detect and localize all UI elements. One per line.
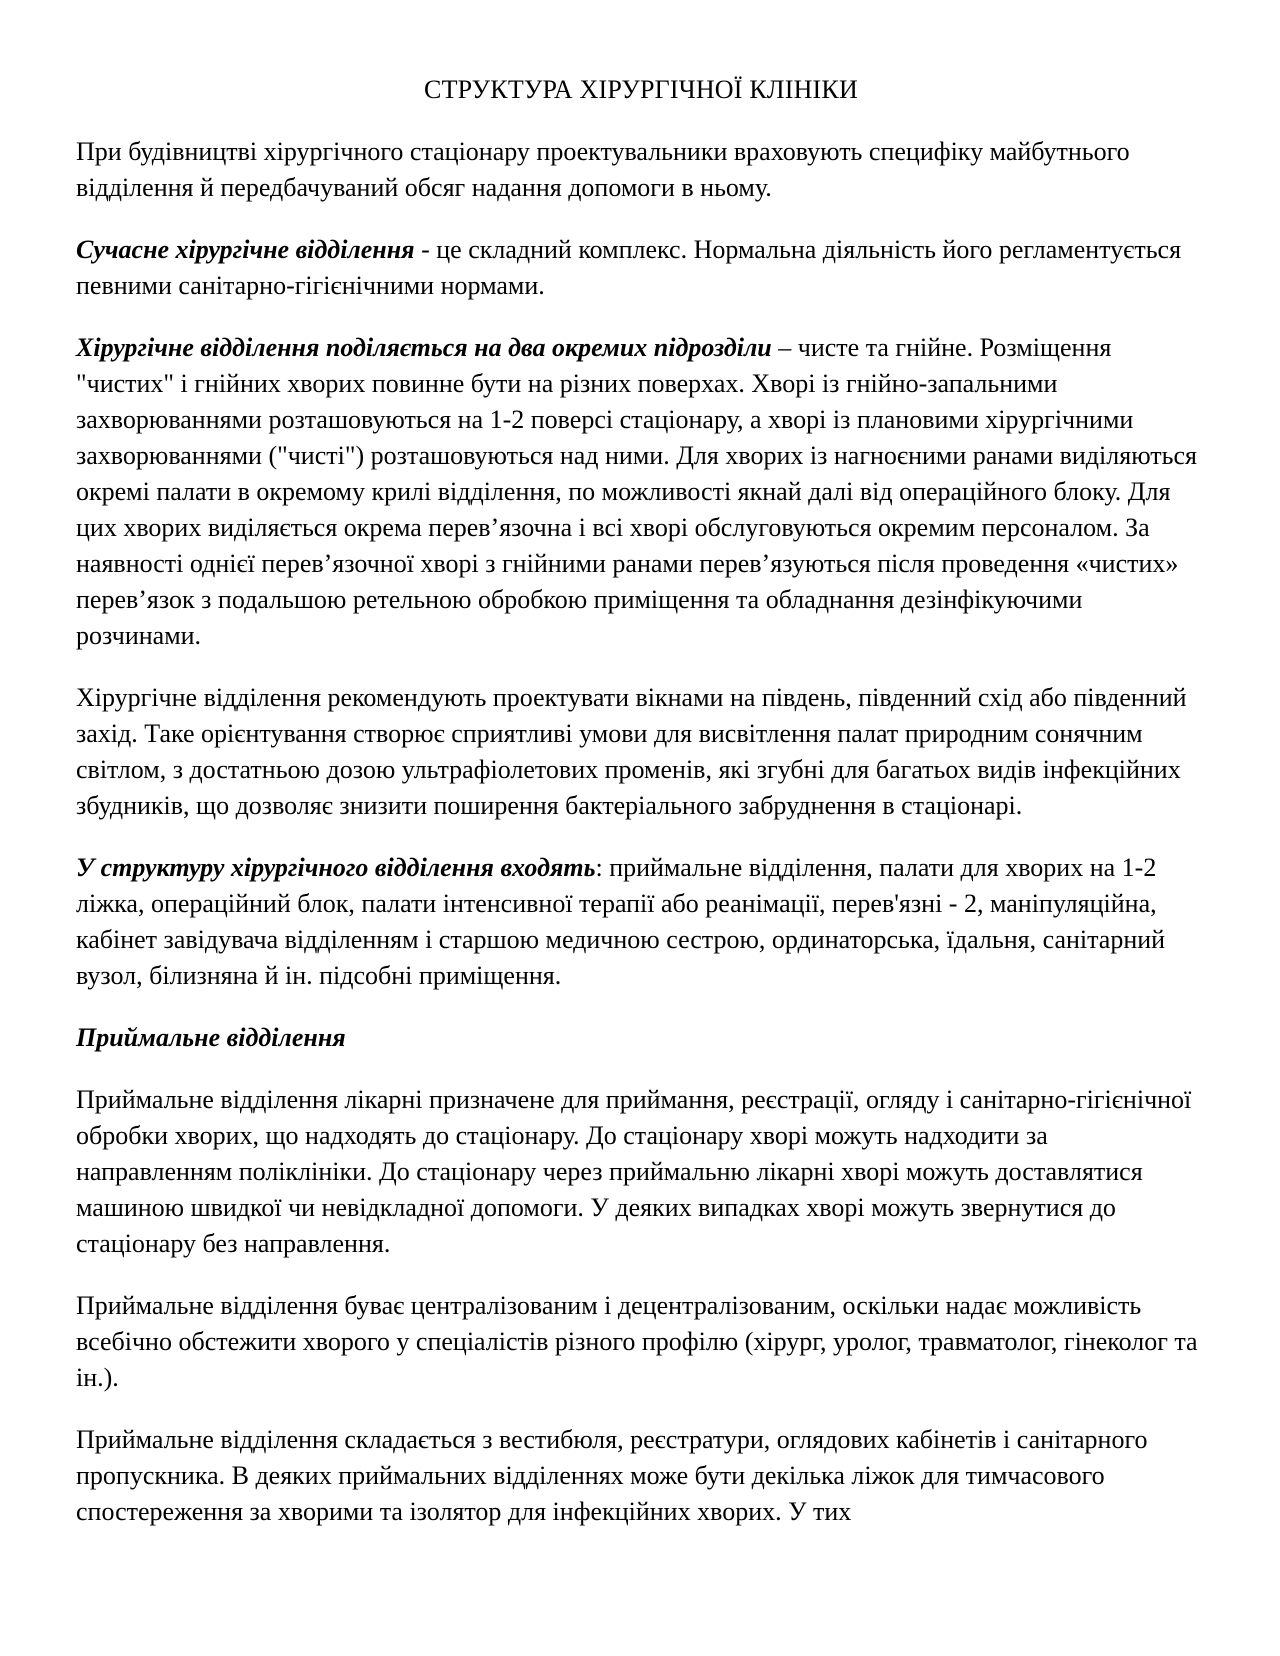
emphasis-subdivisions: Хірургічне відділення поділяється на два окремих підрозділи [76, 333, 772, 362]
paragraph-admission-composition: Приймальне відділення складається з вестибюля, реєстратури, оглядових кабінетів і санітарного пропускника. В деяких приймальних відділеннях може бути декілька ліжок для тимчасового спостереження за хворими та ізолятор для інфекційних хворих. У тих [76, 1425, 1148, 1526]
emphasis-structure: У структуру хірургічного відділення входять [76, 853, 596, 882]
section-heading-admission: Приймальне відділення [76, 1023, 346, 1052]
paragraph-subdivisions-text: – чисте та гнійне. Розміщення "чистих" і гнійних хворих повинне бути на різних поверхах. Хворі із гнійно-запальними захворюваннями розташовуються на 1-2 поверсі стаціонару, а хворі із плановими хірургічними захворюваннями ("чисті") розташовуються над ними. Для хворих із нагноєними ранами виділяються окремі палати в окремому крилі відділення, по можливості якнай далі від операційного блоку. Для цих хворих виділяється окрема перев’язочна і всі хворі обслуговуються окремим персоналом. За наявності однієї перев’язочної хворі з гнійними ранами перев’язуються після проведення «чистих» перев’язок з подальшою ретельною обробкою приміщення та обладнання дезінфікуючими розчинами. [76, 333, 1197, 650]
paragraph-subdivisions [76, 330, 1206, 654]
paragraph-modern-department [76, 232, 1206, 304]
paragraph-modern-department-text: - це складний комплекс. Нормальна діяльність його регламентується певними санітарно-гігієнічними нормами. [76, 235, 1182, 300]
document-page [76, 70, 1206, 1556]
paragraph-orientation: Хірургічне відділення рекомендують проектувати вікнами на південь, південний схід або південний захід. Таке орієнтування створює сприятливі умови для висвітлення палат природним сонячним світлом, з достатньою дозою ультрафіолетових променів, які згубні для багатьох видів інфекційних збудників, що дозволяє знизити поширення бактеріального забруднення в стаціонарі. [76, 683, 1187, 820]
paragraph-admission-purpose: Приймальне відділення лікарні призначене для приймання, реєстрації, огляду і санітарно-гігієнічної обробки хворих, що надходять до стаціонару. До стаціонару хворі можуть надходити за направленням поліклініки. До стаціонару через приймальню лікарні хворі можуть доставлятися машиною швидкої чи невідкладної допомоги. У деяких випадках хворі можуть звернутися до стаціонару без направлення. [76, 1085, 1192, 1258]
document-title: СТРУКТУРА ХІРУРГІЧНОЇ КЛІНІКИ [424, 75, 858, 104]
paragraph-structure-text: : приймальне відділення, палати для хворих на 1-2 ліжка, операційний блок, палати інтенсивної терапії або реанімації, перев'язні - 2, маніпуляційна, кабінет завідувача відділенням і старшою медичною сестрою, ординаторська, їдальня, санітарний вузол, білизняна й ін. підсобні приміщення. [76, 853, 1166, 990]
paragraph-admission-types: Приймальне відділення буває централізованим і децентралізованим, оскільки надає можливість всебічно обстежити хворого у спеціалістів різного профілю (хірург, уролог, травматолог, гінеколог та ін.). [76, 1291, 1198, 1392]
paragraph-structure [76, 850, 1206, 994]
paragraph-intro: При будівництві хірургічного стаціонару проектувальники враховують специфіку майбутнього відділення й передбачуваний обсяг надання допомоги в ньому. [76, 137, 1130, 202]
emphasis-modern-department: Сучасне хірургічне відділення [76, 235, 415, 264]
